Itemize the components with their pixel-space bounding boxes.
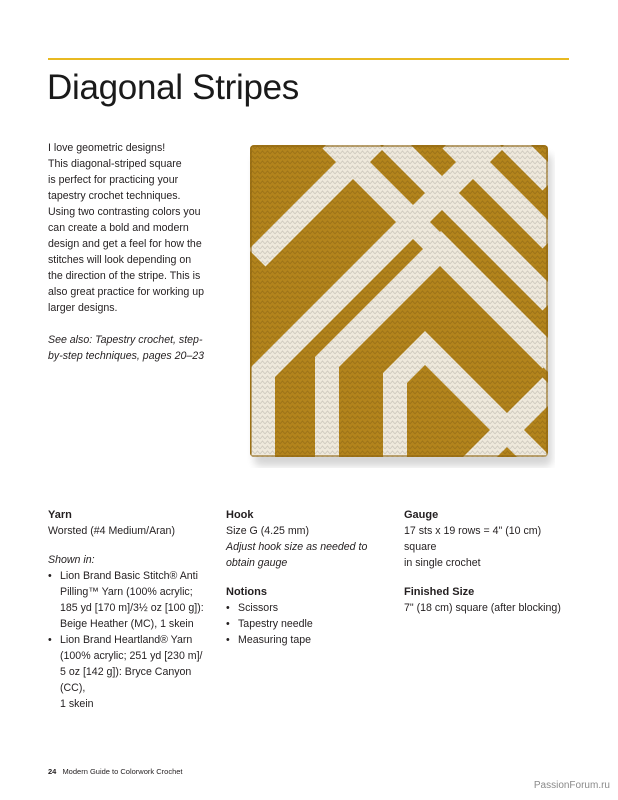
gauge-text: 17 sts x 19 rows = 4" (10 cm) square in single crochet [404,525,542,569]
crochet-swatch-photo [245,140,555,468]
gauge-size-section [404,507,574,616]
notions-list [226,600,386,648]
finished-size-heading: Finished Size [404,586,475,598]
yarn-weight: Worsted (#4 Medium/Aran) [48,525,175,537]
intro-text [48,140,223,364]
hook-note: Adjust hook size as needed to obtain gauge [226,541,368,569]
page-title: Diagonal Stripes [47,68,300,107]
gauge-heading: Gauge [404,509,439,521]
list-item: • Scissors [226,600,386,616]
list-item: • Lion Brand Basic Stitch® Anti Pilling™ Yarn (100% acrylic; 185 yd [170 m]/3½ oz [100 g]): Beige Heather (MC), 1 skein [48,568,218,632]
yarn-section [48,507,218,712]
hook-heading: Hook [226,509,254,521]
yarn-list [48,568,218,712]
header-rule [48,58,569,60]
see-also-note: See also: Tapestry crochet, step- by-step techniques, pages 20–23 [48,334,205,362]
watermark: PassionForum.ru [533,780,610,791]
page-number: 24 [48,767,57,776]
list-item: • Lion Brand Heartland® Yarn (100% acrylic; 251 yd [230 m]/ 5 oz [142 g]): Bryce Canyon (CC), 1 skein [48,632,218,712]
finished-size-value: 7" (18 cm) square (after blocking) [404,602,561,614]
list-item: • Tapestry needle [226,616,386,632]
book-title: Modern Guide to Colorwork Crochet [62,767,183,776]
hook-notions-section [226,507,386,648]
intro-paragraph: I love geometric designs! This diagonal-striped square is perfect for practicing your tapestry crochet techniques. Using two contrasting colors you can create a bold and modern design and get a feel for how the stitches will look depending on the direction of the stripe. This is also great practice for working up larger designs. [48,142,205,314]
shown-in-label: Shown in: [48,554,95,566]
hook-size: Size G (4.25 mm) [226,525,310,537]
page-footer [48,767,183,776]
notions-heading: Notions [226,586,267,598]
list-item: • Measuring tape [226,632,386,648]
yarn-heading: Yarn [48,509,72,521]
